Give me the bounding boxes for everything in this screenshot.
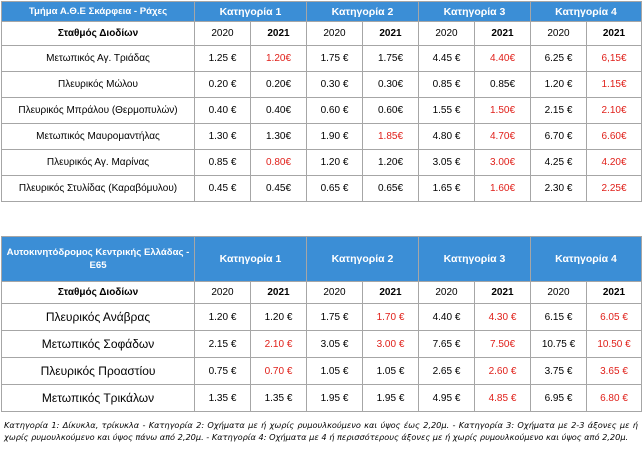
price-2020: 3.05 € [307,331,363,358]
category-4-header: Κατηγορία 4 [531,2,642,22]
price-2020: 6.25 € [531,46,587,72]
price-2020: 6.70 € [531,124,587,150]
year-2020-header: 2020 [419,282,475,304]
price-2021: 1.30€ [251,124,307,150]
table-row [2,304,642,331]
price-2020: 0.65 € [307,176,363,202]
category-2-header: Κατηγορία 2 [307,237,419,282]
price-2020: 1.75 € [307,304,363,331]
price-2020: 1.55 € [419,98,475,124]
category-4-header: Κατηγορία 4 [531,237,642,282]
price-2020: 1.20 € [195,304,251,331]
price-2020: 2.65 € [419,358,475,385]
price-2021: 6,15€ [587,46,642,72]
price-2020: 1.75 € [307,46,363,72]
price-2021: 4.70€ [475,124,531,150]
price-2021: 1.85€ [363,124,419,150]
category-2-header: Κατηγορία 2 [307,2,419,22]
price-2021: 3.00€ [475,150,531,176]
year-2020-header: 2020 [531,22,587,46]
price-2021: 0.85€ [475,72,531,98]
price-2021: 0.80€ [251,150,307,176]
price-2021: 6.05 € [587,304,642,331]
price-2021: 2.10€ [587,98,642,124]
price-2020: 1.95 € [307,385,363,412]
price-2020: 1.90 € [307,124,363,150]
price-2021: 1.35 € [251,385,307,412]
table-row [2,124,642,150]
year-2021-header: 2021 [587,22,642,46]
price-2021: 1.05 € [363,358,419,385]
station-column-header: Σταθμός Διοδίων [2,282,195,304]
category-1-header: Κατηγορία 1 [195,2,307,22]
price-2021: 1.95 € [363,385,419,412]
year-2021-header: 2021 [251,282,307,304]
price-2021: 2.60 € [475,358,531,385]
year-2021-header: 2021 [475,282,531,304]
category-1-header: Κατηγορία 1 [195,237,307,282]
station-column-header: Σταθμός Διοδίων [2,22,195,46]
price-2021: 1.20€ [251,46,307,72]
table-row [2,46,642,72]
price-2020: 4.45 € [419,46,475,72]
price-2020: 4.40 € [419,304,475,331]
price-2020: 2.15 € [531,98,587,124]
price-2021: 2.10 € [251,331,307,358]
table-row [2,72,642,98]
price-2021: 4.85 € [475,385,531,412]
station-name: Μετωπικός Τρικάλων [2,385,195,412]
price-2021: 7.50€ [475,331,531,358]
price-2020: 4.95 € [419,385,475,412]
price-2020: 0.85 € [419,72,475,98]
price-2020: 10.75 € [531,331,587,358]
price-2021: 0.70 € [251,358,307,385]
year-2020-header: 2020 [307,282,363,304]
price-2020: 0.85 € [195,150,251,176]
price-2021: 6.80 € [587,385,642,412]
price-2020: 6.15 € [531,304,587,331]
year-2020-header: 2020 [531,282,587,304]
station-name: Πλευρικός Μπράλου (Θερμοπυλών) [2,98,195,124]
price-2020: 0.30 € [307,72,363,98]
table-row [2,331,642,358]
price-2021: 0.45€ [251,176,307,202]
price-2020: 3.05 € [419,150,475,176]
road-section-title: Αυτοκινητόδρομος Κεντρικής Ελλάδας - Ε65 [2,237,195,282]
year-2020-header: 2020 [195,282,251,304]
price-2020: 1.65 € [419,176,475,202]
price-2021: 4.20€ [587,150,642,176]
station-name: Πλευρικός Ανάβρας [2,304,195,331]
price-2021: 0.40€ [251,98,307,124]
table-header-row [2,2,642,22]
table-row [2,176,642,202]
year-2020-header: 2020 [307,22,363,46]
price-2021: 6.60€ [587,124,642,150]
year-2021-header: 2021 [363,282,419,304]
price-2020: 1.30 € [195,124,251,150]
price-2021: 1.60€ [475,176,531,202]
price-2020: 3.75 € [531,358,587,385]
price-2021: 1.20€ [363,150,419,176]
price-2020: 0.45 € [195,176,251,202]
price-2021: 2.25€ [587,176,642,202]
station-name: Μετωπικός Μαυρομαντήλας [2,124,195,150]
station-name: Πλευρικός Στυλίδας (Καραβόμυλου) [2,176,195,202]
price-2020: 4.25 € [531,150,587,176]
category-3-header: Κατηγορία 3 [419,237,531,282]
price-2021: 0.20€ [251,72,307,98]
price-2021: 1.15€ [587,72,642,98]
station-name: Πλευρικός Μώλου [2,72,195,98]
toll-table-skarfeia-rachés [1,1,642,202]
year-2021-header: 2021 [475,22,531,46]
price-2021: 1.20 € [251,304,307,331]
toll-table-e65 [1,236,642,412]
year-2020-header: 2020 [419,22,475,46]
year-2021-header: 2021 [587,282,642,304]
year-header-row [2,22,642,46]
year-2021-header: 2021 [251,22,307,46]
price-2020: 1.20 € [307,150,363,176]
category-footnote: Κατηγορία 1: Δίκυκλα, τρίκυκλα - Κατηγορία 2: Οχήματα με ή χωρίς ρυμουλκούμενο και ύψος έως 2,20μ. - Κατηγορία 3: Οχήματα με 2-3 άξονες με ή χωρίς ρυμουλκούμενο και ύψος πάνω από 2,20μ. - Κατηγορία 4: Οχήματα με 4 ή περισσότερους άξονες με ή χωρίς ρυμουλκούμενο και ύψος από 2,20μ. [4,420,638,442]
price-2020: 1.25 € [195,46,251,72]
price-2020: 2.15 € [195,331,251,358]
price-2020: 1.05 € [307,358,363,385]
table-row [2,150,642,176]
price-2020: 1.35 € [195,385,251,412]
table-row [2,98,642,124]
price-2021: 3.65 € [587,358,642,385]
station-name: Πλευρικός Αγ. Μαρίνας [2,150,195,176]
price-2020: 1.20 € [531,72,587,98]
price-2021: 1.50€ [475,98,531,124]
price-2020: 0.75 € [195,358,251,385]
station-name: Πλευρικός Προαστίου [2,358,195,385]
price-2020: 4.80 € [419,124,475,150]
category-3-header: Κατηγορία 3 [419,2,531,22]
year-2020-header: 2020 [195,22,251,46]
table-header-row [2,237,642,282]
price-2020: 2.30 € [531,176,587,202]
year-2021-header: 2021 [363,22,419,46]
price-2020: 0.40 € [195,98,251,124]
price-2020: 7.65 € [419,331,475,358]
price-2020: 0.20 € [195,72,251,98]
price-2021: 1.70 € [363,304,419,331]
station-name: Μετωπικός Σοφάδων [2,331,195,358]
price-2020: 6.95 € [531,385,587,412]
station-name: Μετωπικός Αγ. Τριάδας [2,46,195,72]
table-row [2,358,642,385]
price-2021: 0.65€ [363,176,419,202]
price-2020: 0.60 € [307,98,363,124]
price-2021: 4.40€ [475,46,531,72]
price-2021: 0.60€ [363,98,419,124]
year-header-row [2,282,642,304]
price-2021: 4.30 € [475,304,531,331]
table-row [2,385,642,412]
price-2021: 10.50 € [587,331,642,358]
price-2021: 1.75€ [363,46,419,72]
price-2021: 0.30€ [363,72,419,98]
road-section-title: Τμήμα Α.Θ.Ε Σκάρφεια - Ράχες [2,2,195,22]
price-2021: 3.00 € [363,331,419,358]
